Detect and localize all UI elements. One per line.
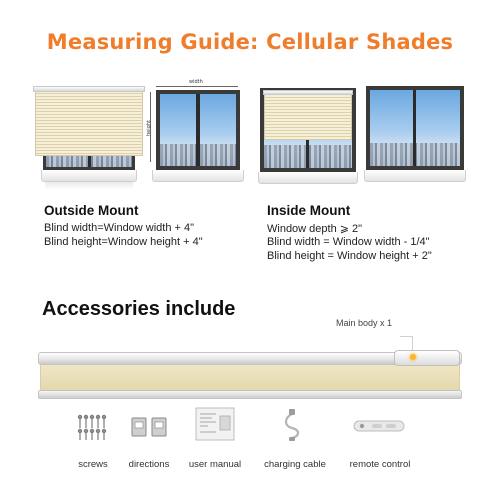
window-sill: [41, 170, 137, 182]
cable-icon: [280, 408, 306, 442]
inside-mount-height-rule: Blind height = Window height + 2": [267, 250, 432, 262]
accessory-label-charging-cable: charging cable: [264, 459, 326, 470]
window-sill: [364, 170, 466, 182]
outside-mount-height-rule: Blind height=Window height + 4": [44, 236, 203, 248]
inside-mount-width-rule: Blind width = Window width - 1/4": [267, 236, 430, 248]
outside-mount-width-rule: Blind width=Window width + 4": [44, 222, 195, 234]
bottom-rail: [38, 390, 462, 399]
inside-mount-depth-rule: Window depth ⩾ 2": [267, 223, 363, 235]
motor-housing: [394, 350, 460, 366]
indicator-light-icon: [410, 354, 416, 360]
window-frame: [156, 90, 240, 170]
remote-icon: [352, 418, 406, 434]
outside-mount-title: Outside Mount: [44, 203, 139, 218]
accessories-title: Accessories include: [42, 298, 236, 320]
cellular-shade: [264, 94, 352, 140]
inside-mount-measure-diagram: [364, 80, 468, 194]
brackets-icon: [130, 414, 170, 440]
headrail: [33, 86, 145, 92]
manual-icon: [194, 406, 236, 442]
width-dimension-label: width: [189, 79, 203, 85]
window-sill: [258, 172, 358, 184]
folded-fabric: [40, 365, 460, 390]
window-frame: [366, 86, 464, 170]
window-sill: [152, 170, 244, 182]
screws-icon: [76, 414, 110, 442]
main-body-shade: [38, 352, 462, 400]
accessory-label-remote-control: remote control: [349, 459, 411, 470]
accessory-label-user-manual: user manual: [188, 459, 242, 470]
main-body-label: Main body x 1: [336, 318, 393, 328]
outside-mount-measure-diagram: [146, 78, 250, 194]
height-dimension-label: height: [146, 120, 152, 136]
inside-mount-title: Inside Mount: [267, 203, 351, 218]
headrail: [263, 90, 353, 95]
accessory-label-screws: screws: [78, 459, 108, 470]
cellular-shade: [35, 90, 143, 156]
inside-mount-shade-diagram: [258, 84, 358, 194]
outside-mount-shade-diagram: [33, 84, 145, 194]
accessory-label-directions: directions: [128, 459, 170, 470]
page-title: Measuring Guide: Cellular Shades: [46, 30, 454, 54]
